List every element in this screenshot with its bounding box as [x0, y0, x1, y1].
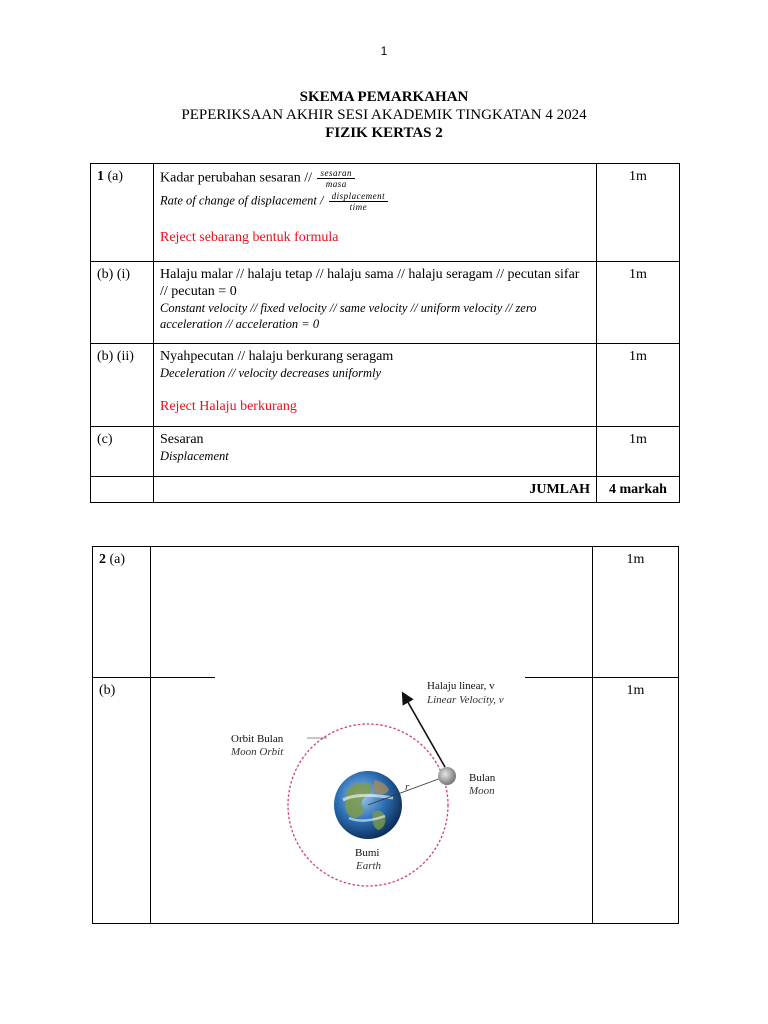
answer-cell — [154, 344, 597, 427]
fraction: $\frac{\text{sesaran}}{\text{masa}}$ — [317, 168, 355, 189]
exam-subtitle: PEPERIKSAAN AKHIR SESI AKADEMIK TINGKATAN 4 2024 — [181, 107, 587, 123]
answer-cell — [151, 547, 593, 678]
question-label: (c) — [91, 427, 154, 477]
answer-en: Displacement — [160, 449, 229, 463]
mark-cell: 1m — [597, 427, 680, 477]
total-row — [91, 477, 680, 503]
question-label: (b) (ii) — [91, 344, 154, 427]
question-label: (b) — [93, 678, 151, 924]
reject-note: Reject Halaju berkurang — [160, 399, 297, 414]
answer-en: Constant velocity // fixed velocity // same velocity // uniform velocity // zero acceleration // acceleration = 0 — [160, 301, 537, 331]
question-label: (b) (i) — [91, 262, 154, 344]
mark-cell: 1m — [597, 164, 680, 262]
earth-label-bm: Bumi — [355, 847, 380, 859]
answer-cell — [154, 427, 597, 477]
table-row — [91, 427, 680, 477]
page-number: 1 — [380, 44, 388, 58]
answer-cell — [154, 164, 597, 262]
total-label: JUMLAH — [154, 477, 597, 503]
moon-label-en: Moon — [469, 785, 495, 797]
question-label: 2 (a) — [93, 547, 151, 678]
answer-en: Rate of change of displacement / $\frac{\text{displacement}}{\text{time}}$ — [160, 191, 590, 212]
velocity-label-en: Linear Velocity, v — [427, 694, 504, 706]
orbit-label-en: Moon Orbit — [231, 746, 284, 758]
answer-bm: Kadar perubahan sesaran // $\frac{\text{sesaran}}{\text{masa}}$ — [160, 168, 590, 189]
answer-bm: Nyahpecutan // halaju berkurang seragam — [160, 349, 394, 364]
orbit-label-bm: Orbit Bulan — [231, 733, 284, 745]
mark-cell: 1m — [597, 262, 680, 344]
velocity-label-bm: Halaju linear, v — [427, 680, 495, 692]
table-row — [91, 344, 680, 427]
answer-en: Deceleration // velocity decreases uniformly — [160, 366, 381, 380]
velocity-arrow — [405, 697, 445, 767]
answer-bm: Sesaran — [160, 432, 204, 447]
table-row — [91, 164, 680, 262]
mark-cell: 1m — [593, 547, 679, 678]
moon-orbit-diagram — [215, 672, 525, 897]
fraction: $\frac{\text{displacement}}{\text{time}}$ — [329, 191, 389, 212]
radius-label: r — [405, 781, 410, 793]
moon-label-bm: Bulan — [469, 772, 496, 784]
reject-note: Reject sebarang bentuk formula — [160, 230, 339, 245]
answer-cell — [154, 262, 597, 344]
page-title: SKEMA PEMARKAHAN — [299, 89, 469, 105]
earth-label-en: Earth — [356, 860, 382, 872]
mark-cell: 1m — [597, 344, 680, 427]
moon-icon — [438, 767, 456, 785]
paper-title: FIZIK KERTAS 2 — [325, 125, 443, 141]
table-row — [91, 262, 680, 344]
question-1-table — [90, 163, 680, 503]
table-row — [93, 547, 679, 678]
total-value: 4 markah — [597, 477, 680, 503]
orbit-svg — [215, 672, 525, 897]
answer-bm: Halaju malar // halaju tetap // halaju sama // halaju seragam // pecutan sifar // pecutan = 0 — [160, 267, 580, 299]
question-label: 1 (a) — [91, 164, 154, 262]
mark-cell: 1m — [593, 678, 679, 924]
